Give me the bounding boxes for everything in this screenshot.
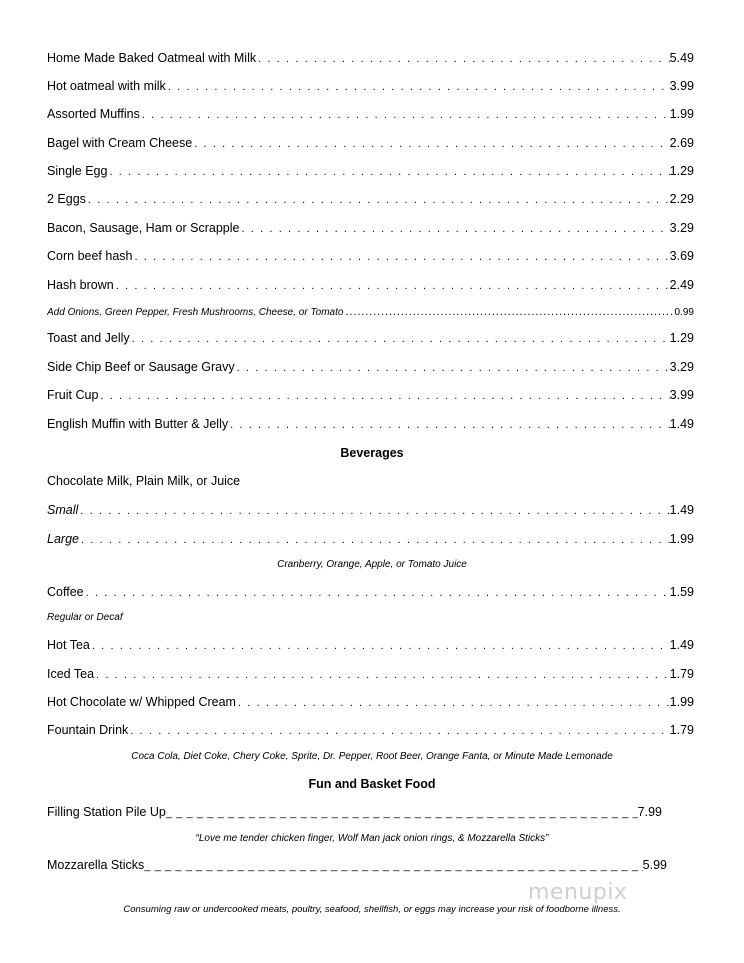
beverages-heading: Beverages xyxy=(340,446,404,460)
menu-item-large xyxy=(47,531,694,548)
menu-item xyxy=(47,330,694,347)
item-name: Fountain Drink xyxy=(47,723,129,737)
item-name: Coffee xyxy=(47,585,84,599)
item-name: Fruit Cup xyxy=(47,388,99,402)
item-price: 1.29 xyxy=(669,164,694,178)
dot-leader xyxy=(239,221,669,237)
item-price: 1.49 xyxy=(669,638,694,652)
item-name: Single Egg xyxy=(47,164,108,178)
menu-item xyxy=(47,248,694,265)
dot-leader xyxy=(343,304,674,320)
dot-leader xyxy=(228,417,670,433)
item-name: Filling Station Pile Up xyxy=(47,805,166,819)
pile-up-note: “Love me tender chicken finger, Wolf Man jack onion rings, & Mozzarella Sticks” xyxy=(195,833,549,844)
menu-item xyxy=(47,857,667,874)
menu-item xyxy=(47,722,694,739)
item-price: 0.99 xyxy=(674,307,694,318)
dot-leader xyxy=(78,503,669,519)
item-price: 1.99 xyxy=(669,695,694,709)
menu-item xyxy=(47,50,694,67)
dot-leader xyxy=(98,388,669,404)
item-name: Iced Tea xyxy=(47,667,95,681)
juice-note: Cranberry, Orange, Apple, or Tomato Juice xyxy=(277,559,467,570)
menu-item xyxy=(47,163,694,180)
item-name: 2 Eggs xyxy=(47,192,86,206)
menu-item-small xyxy=(47,502,694,519)
dot-leader xyxy=(166,79,670,95)
menu-item xyxy=(47,78,694,95)
item-price: 1.29 xyxy=(669,331,694,345)
item-name: Home Made Baked Oatmeal with Milk xyxy=(47,51,257,65)
item-price: 2.49 xyxy=(669,278,694,292)
item-price: 5.49 xyxy=(669,51,694,65)
dot-leader xyxy=(140,107,670,123)
menu-item xyxy=(47,220,694,237)
item-name: Hash brown xyxy=(47,278,114,292)
item-name: Side Chip Beef or Sausage Gravy xyxy=(47,360,235,374)
menu-item xyxy=(47,106,694,123)
milk-juice-label: Chocolate Milk, Plain Milk, or Juice xyxy=(47,474,241,488)
menu-item-addon xyxy=(47,304,694,321)
menu-item xyxy=(47,135,694,152)
dot-leader xyxy=(86,192,670,208)
dot-leader xyxy=(79,532,670,548)
item-name: Bacon, Sausage, Ham or Scrapple xyxy=(47,221,240,235)
dot-leader xyxy=(84,585,670,601)
menu-item xyxy=(47,584,694,601)
item-price: 1.99 xyxy=(669,532,694,546)
item-name: Mozzarella Sticks xyxy=(47,858,145,872)
dot-leader xyxy=(90,638,670,654)
item-price: 1.79 xyxy=(669,723,694,737)
item-price: 3.99 xyxy=(669,388,694,402)
dot-leader xyxy=(107,164,669,180)
menu-item xyxy=(47,359,694,376)
dot-leader xyxy=(128,723,669,739)
item-name: Hot oatmeal with milk xyxy=(47,79,166,93)
menu-item xyxy=(47,694,694,711)
underscore-leader xyxy=(144,858,642,874)
coffee-note: Regular or Decaf xyxy=(47,612,123,623)
item-price: 1.49 xyxy=(669,503,694,517)
dot-leader xyxy=(114,278,670,294)
item-name: Large xyxy=(47,532,79,546)
dot-leader xyxy=(132,249,669,265)
item-name: Add Onions, Green Pepper, Fresh Mushrooms, Cheese, or Tomato xyxy=(47,307,344,318)
underscore-leader xyxy=(166,805,638,821)
item-name: Bagel with Cream Cheese xyxy=(47,136,193,150)
item-price: 1.99 xyxy=(669,107,694,121)
fountain-note: Coca Cola, Diet Coke, Chery Coke, Sprite, Dr. Pepper, Root Beer, Orange Fanta, or Minute Made Lemonade xyxy=(131,751,613,762)
item-price: 3.69 xyxy=(669,249,694,263)
item-name: Small xyxy=(47,503,79,517)
item-name: Assorted Muffins xyxy=(47,107,140,121)
item-price: 3.29 xyxy=(669,360,694,374)
dot-leader xyxy=(94,667,670,683)
item-name: Corn beef hash xyxy=(47,249,133,263)
menu-item xyxy=(47,387,694,404)
item-price: 1.49 xyxy=(669,417,694,431)
item-price: 3.99 xyxy=(669,79,694,93)
watermark-logo: menupix xyxy=(528,880,628,905)
menu-item xyxy=(47,277,694,294)
item-price: 1.79 xyxy=(669,667,694,681)
item-price: 2.29 xyxy=(669,192,694,206)
item-price: 3.29 xyxy=(669,221,694,235)
item-name: Hot Chocolate w/ Whipped Cream xyxy=(47,695,236,709)
menu-item xyxy=(47,637,694,654)
item-price: 5.99 xyxy=(642,858,667,872)
dot-leader xyxy=(130,331,670,347)
dot-leader xyxy=(236,695,670,711)
item-name: English Muffin with Butter & Jelly xyxy=(47,417,229,431)
item-name: Hot Tea xyxy=(47,638,90,652)
dot-leader xyxy=(256,51,670,67)
disclaimer: Consuming raw or undercooked meats, poultry, seafood, shellfish, or eggs may increase your risk of foodborne illness. xyxy=(123,904,621,915)
dot-leader xyxy=(235,360,670,376)
fun-basket-heading: Fun and Basket Food xyxy=(308,777,436,791)
menu-item xyxy=(47,416,694,433)
menu-item xyxy=(47,804,662,821)
item-price: 2.69 xyxy=(669,136,694,150)
item-price: 7.99 xyxy=(637,805,662,819)
dot-leader xyxy=(192,136,669,152)
menu-item xyxy=(47,666,694,683)
menu-item xyxy=(47,191,694,208)
item-name: Toast and Jelly xyxy=(47,331,130,345)
item-price: 1.59 xyxy=(669,585,694,599)
